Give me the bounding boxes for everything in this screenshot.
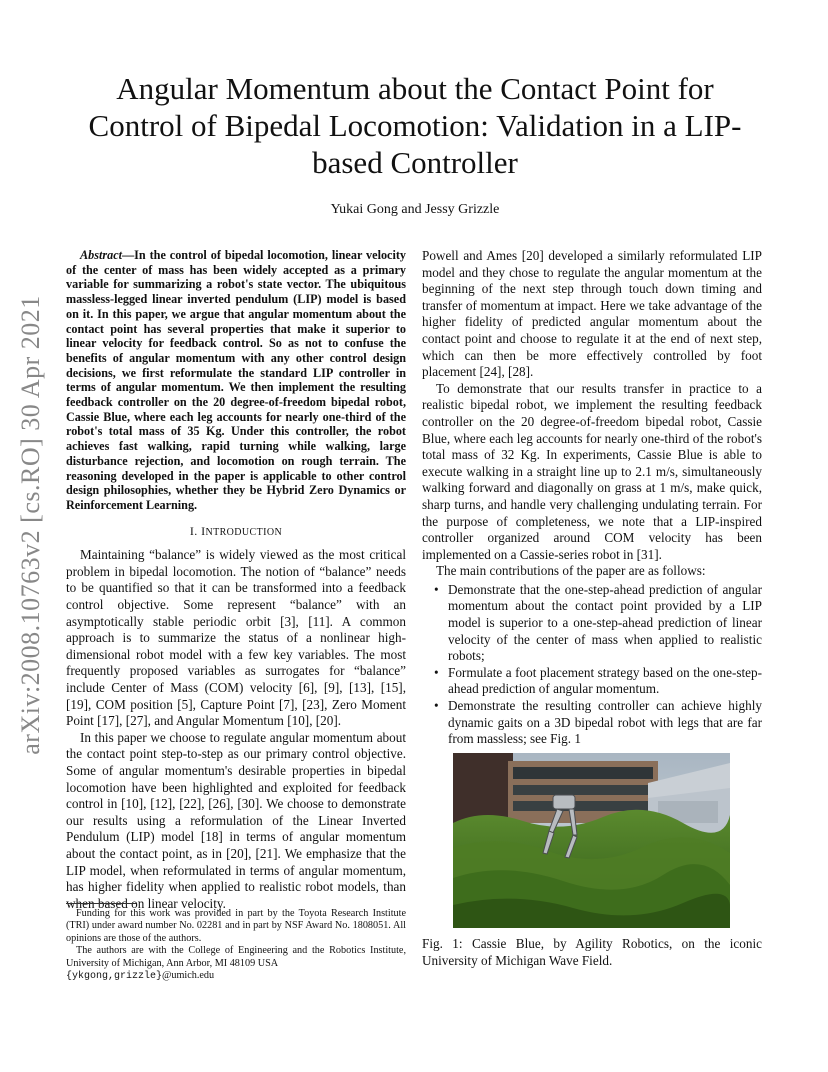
contribution-item: • Demonstrate the resulting controller can achieve highly dynamic gaits on a 3D bipedal robot with legs that are far from massless; see Fig. 1 [448, 698, 762, 748]
intro-paragraph-1: Maintaining “balance” is widely viewed as the most critical problem in bipedal locomotion. The notion of “balance” needs to be quantified so that it can be transformed into a feedback control objective. Some represent “balance” with an asymptotically stable periodic orbit [3], [11]. A common approach is to summarize the status of a nonlinear high-dimensional robot model with a few key variables. The most frequently proposed variables as surrogates for “balance” include Center of Mass (COM) velocity [6], [9], [13], [15], [19], COM position [5], Capture Point [7], [23], Zero Moment Point [17], [27], and Angular Momentum [10], [20]. [66, 547, 406, 729]
arxiv-watermark: arXiv:2008.10763v2 [cs.RO] 30 Apr 2021 [16, 295, 45, 755]
paper-title: Angular Momentum about the Contact Point for Control of Bipedal Locomotion: Validation in a LIP-based Controller [88, 71, 742, 180]
footnote-funding: Funding for this work was provided in part by the Toyota Research Institute (TRI) under award number No. 02281 and in part by NSF Award No. 1808051. All opinions are those of the authors. [66, 908, 406, 944]
right-paragraph-3: The main contributions of the paper are as follows: [436, 563, 706, 579]
right-paragraph-1: Powell and Ames [20] developed a similarly reformulated LIP model and they chose to regulate the angular momentum at the beginning of the next step through touch down timing and transfer of momentum at impact. Here we take advantage of the higher fidelity of predicted angular momentum about the contact point and choose to regulate it at the end of next step, which can then be more effectively controlled by foot placement [24], [28]. [422, 248, 762, 380]
abstract [66, 248, 406, 513]
footnotes [66, 908, 406, 983]
contribution-item: • Demonstrate that the one-step-ahead prediction of angular momentum about the contact point provided by a LIP model is superior to a one-step-ahead prediction of linear velocity of the center of mass when applied to realistic robots; [448, 582, 762, 665]
footnote-affiliation-text: The authors are with the College of Engineering and the Robotics Institute, University of Michigan, Ann Arbor, MI 48109 USA [66, 945, 406, 969]
paper-authors: Yukai Gong and Jessy Grizzle [330, 202, 500, 217]
footnote-rule [66, 903, 136, 904]
abstract-text: —In the control of bipedal locomotion, linear velocity of the center of mass has been widely accepted as a primary variable for summarizing a robot's state vector. The ubiquitous massless-legged linear inverted pendulum (LIP) model is based on it. In this paper, we argue that angular momentum about the contact point has several properties that make it superior to linear velocity for feedback control. So as not to confuse the benefits of angular momentum with any other control design decisions, we first reformulate the standard LIP controller in terms of angular momentum. We then implement the resulting feedback controller on the 20 degree-of-freedom bipedal robot, Cassie Blue, where each leg accounts for nearly one-third of the robot's total mass of 35 Kg. Under this controller, the robot achieves fast walking, rapid turning while walking, large disturbance rejection, and locomotion on rough terrain. The reasoning developed in the paper is applicable to other control design philosophies, whether they be Hybrid Zero Dynamics or Reinforcement Learning. [66, 248, 406, 512]
right-column [422, 248, 762, 748]
contributions-list [422, 582, 762, 748]
left-column [66, 248, 406, 912]
footnote-affiliation [66, 945, 406, 983]
footnote-email-user: {ykgong,grizzle} [66, 971, 163, 983]
right-paragraph-2: To demonstrate that our results transfer in practice to a realistic bipedal robot, we implement the resulting feedback controller on the 20 degree-of-freedom bipedal robot, Cassie Blue, where each leg accounts for nearly one-third of the robot's total mass of 32 Kg. In experiments, Cassie Blue is able to execute walking in a straight line up to 2.1 m/s, simultaneously walking forward and diagonally on grass at 1 m/s, make quick, sharp turns, and handle very challenging undulating terrain. For the purpose of completeness, we note that a LIP-inspired controller organized around COM velocity has been implemented on a Cassie-series robot in [31]. [422, 380, 762, 562]
footnote-email-domain: @umich.edu [162, 970, 215, 982]
contribution-item: • Formulate a foot placement strategy based on the one-step-ahead prediction of angular momentum. [448, 665, 762, 698]
figure-cassie-photo [453, 753, 730, 928]
abstract-label: Abstract [80, 248, 122, 262]
section-heading-introduction: I. INTRODUCTION [189, 523, 283, 538]
figure-caption: Fig. 1: Cassie Blue, by Agility Robotics, on the iconic University of Michigan Wave Field. [422, 936, 762, 968]
intro-paragraph-2: In this paper we choose to regulate angular momentum about the contact point step-to-step as our primary control objective. Some of angular momentum's desirable properties in bipedal locomotion have been highlighted and exploited for feedback control in [10], [12], [22], [26], [30]. We choose to demonstrate our results using a reformulation of the Linear Inverted Pendulum (LIP) model [18] in terms of angular momentum about the contact point, as in [20], [21]. We emphasize that the LIP model, when reformulated in terms of angular momentum, has higher fidelity when applied to realistic robot models, than when based on linear velocity. [66, 729, 406, 911]
